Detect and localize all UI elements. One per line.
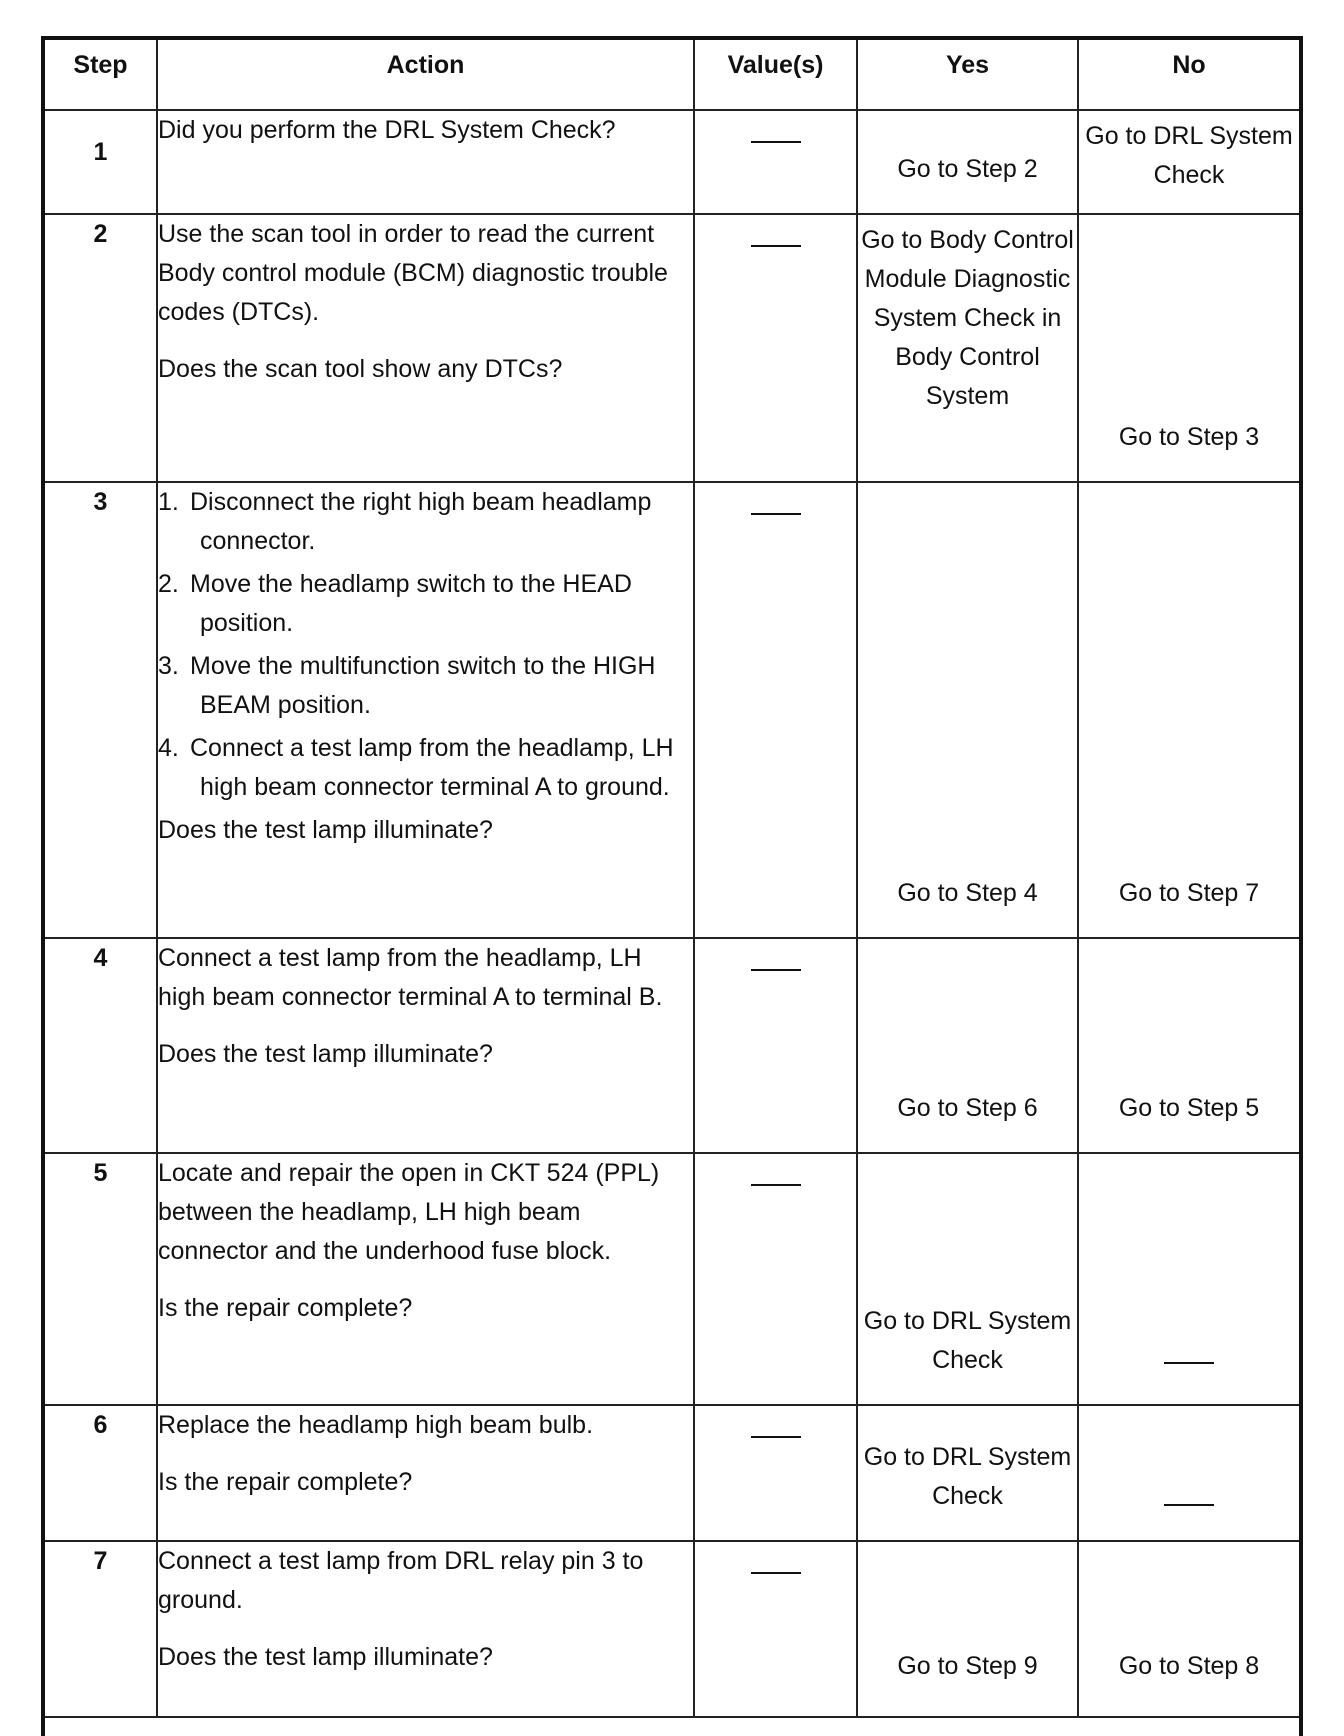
step-number: 5 [45, 1153, 157, 1405]
yes-cell [857, 110, 1078, 214]
action-text: Replace the headlamp high beam bulb. [158, 1411, 594, 1439]
no-cell [1078, 938, 1299, 1153]
value-cell [694, 938, 857, 1153]
header-step: Step [45, 40, 157, 110]
header-row [45, 40, 1299, 110]
no-cell [1078, 1405, 1299, 1541]
table-row [45, 482, 1299, 938]
value-cell [694, 1405, 857, 1541]
header-values: Value(s) [694, 40, 857, 110]
step-number: 3 [45, 482, 157, 938]
value-dash [751, 1184, 801, 1186]
action-cell [157, 1405, 694, 1541]
action-question: Does the test lamp illuminate? [158, 816, 493, 844]
value-cell [694, 214, 857, 482]
yes-text: Go to DRL System Check [863, 1307, 1072, 1374]
yes-text: Go to Body Control Module Diagnostic System Check in Body Control System [861, 226, 1074, 410]
action-text: Use the scan tool in order to read the current Body control module (BCM) diagnostic trouble codes (DTCs). [158, 220, 668, 326]
yes-cell [857, 482, 1078, 938]
no-text: Go to Step 8 [1118, 1652, 1260, 1680]
value-cell [694, 1541, 857, 1717]
yes-cell [857, 938, 1078, 1153]
action-question: Does the scan tool show any DTCs? [158, 355, 563, 383]
step-number: 6 [45, 1405, 157, 1541]
yes-text: Go to Step 2 [897, 155, 1038, 183]
table-row [45, 938, 1299, 1153]
action-question: Does the test lamp illuminate? [158, 1643, 493, 1671]
action-cell [157, 1153, 694, 1405]
header-no: No [1078, 40, 1299, 110]
step-number: 2 [45, 214, 157, 482]
value-dash [751, 141, 801, 143]
list-item: 3. Move the multifunction switch to the HIGH BEAM position. [158, 652, 656, 719]
diagnostic-table [45, 40, 1299, 1718]
yes-cell [857, 1405, 1078, 1541]
value-dash [751, 1572, 801, 1574]
value-cell [694, 482, 857, 938]
table-row [45, 214, 1299, 482]
no-text: Go to Step 7 [1118, 879, 1260, 907]
yes-text: Go to Step 9 [897, 1652, 1038, 1680]
table-row [45, 110, 1299, 214]
step-number: 4 [45, 938, 157, 1153]
action-question: Is the repair complete? [158, 1294, 413, 1322]
action-text: Did you perform the DRL System Check? [158, 116, 616, 144]
value-dash [751, 245, 801, 247]
yes-text: Go to DRL System Check [863, 1443, 1072, 1510]
action-text: Locate and repair the open in CKT 524 (PPL) between the headlamp, LH high beam connector and the underhood fuse block. [158, 1159, 660, 1265]
header-action: Action [157, 40, 694, 110]
diagnostic-table-frame [41, 36, 1303, 1736]
yes-cell [857, 1153, 1078, 1405]
table-row [45, 1153, 1299, 1405]
table-row [45, 1405, 1299, 1541]
no-cell [1078, 214, 1299, 482]
yes-cell [857, 1541, 1078, 1717]
no-dash [1164, 1504, 1214, 1506]
table-row [45, 1541, 1299, 1717]
step-number: 1 [45, 110, 157, 214]
no-text: Go to Step 3 [1118, 423, 1260, 451]
no-cell [1078, 110, 1299, 214]
no-cell [1078, 1153, 1299, 1405]
action-cell [157, 482, 694, 938]
list-item: 1. Disconnect the right high beam headlamp connector. [158, 488, 652, 555]
action-cell [157, 1541, 694, 1717]
action-cell [157, 110, 694, 214]
no-cell [1078, 1541, 1299, 1717]
no-dash [1164, 1362, 1214, 1364]
action-cell [157, 214, 694, 482]
value-dash [751, 513, 801, 515]
action-text: Connect a test lamp from the headlamp, LH high beam connector terminal A to terminal B. [158, 944, 663, 1011]
header-yes: Yes [857, 40, 1078, 110]
yes-text: Go to Step 4 [897, 879, 1038, 907]
action-text: Connect a test lamp from DRL relay pin 3 to ground. [158, 1547, 644, 1614]
action-question: Does the test lamp illuminate? [158, 1040, 493, 1068]
action-cell [157, 938, 694, 1153]
numbered-steps [158, 483, 693, 807]
no-text: Go to DRL System Check [1085, 122, 1293, 189]
yes-text: Go to Step 6 [897, 1094, 1038, 1122]
value-cell [694, 1153, 857, 1405]
step-number: 7 [45, 1541, 157, 1717]
no-cell [1078, 482, 1299, 938]
value-dash [751, 969, 801, 971]
action-question: Is the repair complete? [158, 1468, 413, 1496]
value-dash [751, 1436, 801, 1438]
yes-cell [857, 214, 1078, 482]
value-cell [694, 110, 857, 214]
list-item: 4. Connect a test lamp from the headlamp, LH high beam connector terminal A to ground. [158, 734, 674, 801]
list-item: 2. Move the headlamp switch to the HEAD position. [158, 570, 632, 637]
no-text: Go to Step 5 [1118, 1094, 1260, 1122]
